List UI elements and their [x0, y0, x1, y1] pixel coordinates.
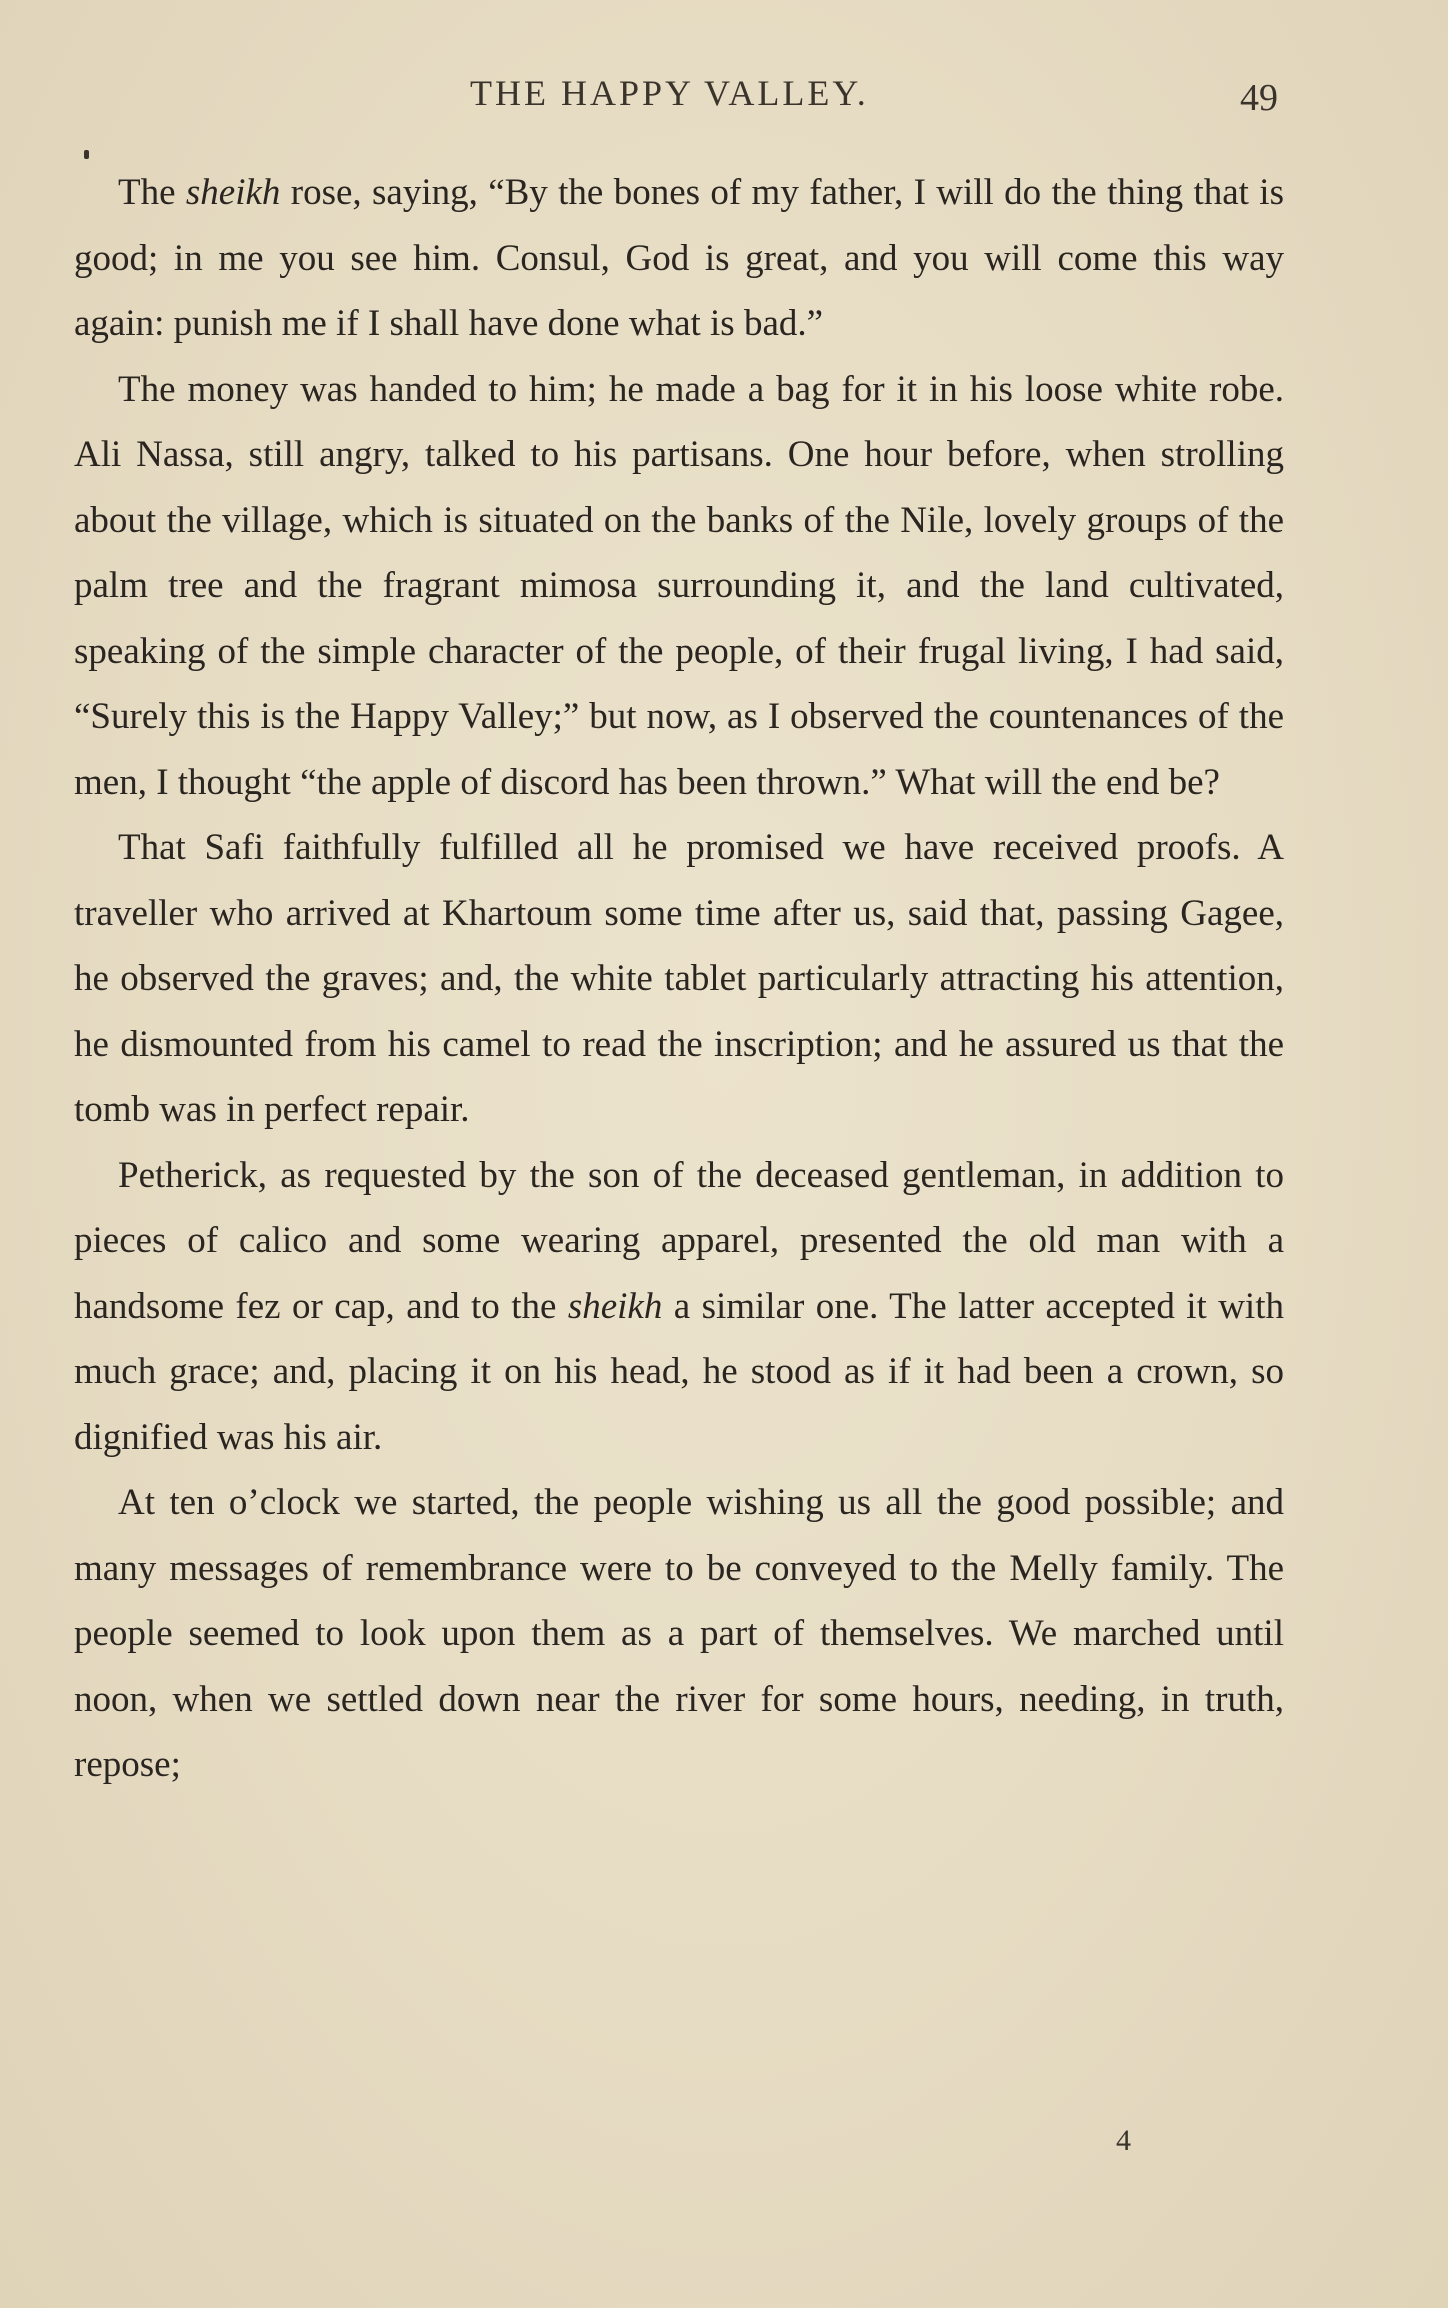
- signature-mark: 4: [1116, 2124, 1131, 2157]
- paragraph-text: At ten o’clock we started, the people wishing us all the good possible; and many messages of remembrance were to be conveyed to the Melly family. The people seemed to look upon them as a part of themselves. We marched until noon, when we settled down near the river for some hours, needing, in truth, repose;: [74, 1482, 1284, 1785]
- paragraph-text: Petherick, as requested by the son of the deceased gentleman, in addition to pieces of calico and some wearing apparel, presented the old man with a handsome fez or cap, and to the: [74, 1154, 1284, 1327]
- paragraph-text: rose, saying, “By the bones of my father, I will do the thing that is good; in me you see him. Consul, God is great, and you will come this way again: punish me if I shall have done what is bad.”: [74, 172, 1284, 344]
- paragraph: [74, 160, 1284, 357]
- running-title: THE HAPPY VALLEY.: [470, 73, 869, 113]
- paragraph: [74, 815, 1284, 1143]
- italic-term: sheikh: [567, 1285, 663, 1327]
- paragraph: [74, 357, 1284, 816]
- paragraph: [74, 1470, 1284, 1798]
- italic-term: sheikh: [185, 172, 281, 213]
- paragraph-text: a similar one. The latter accepted it with much grace; and, placing it on his head, he stood as if it had been a crown, so dignified was his air.: [74, 1285, 1284, 1458]
- body-text: [74, 160, 1284, 1798]
- paragraph: [74, 1143, 1284, 1471]
- page-number: 49: [1240, 77, 1278, 119]
- running-head: [0, 72, 1448, 122]
- paragraph-text: The: [118, 172, 186, 213]
- paragraph-text: That Safi faithfully fulfilled all he promised we have received proofs. A traveller who arrived at Khartoum some time after us, said that, passing Gagee, he observed the graves; and, the white tablet particularly attracting his attention, he dismounted from his camel to read the inscription; and he assured us that the tomb was in perfect repair.: [74, 827, 1284, 1130]
- paragraph-text: The money was handed to him; he made a bag for it in his loose white robe. Ali Nassa, still angry, talked to his partisans. One hour before, when strolling about the village, which is situated on the banks of the Nile, lovely groups of the palm tree and the fragrant mimosa surrounding it, and the land cultivated, speaking of the simple character of the people, of their frugal living, I had said, “Surely this is the Happy Valley;” but now, as I observed the countenances of the men, I thought “the apple of discord has been thrown.” What will the end be?: [74, 368, 1284, 803]
- stray-ink-mark: [84, 150, 89, 159]
